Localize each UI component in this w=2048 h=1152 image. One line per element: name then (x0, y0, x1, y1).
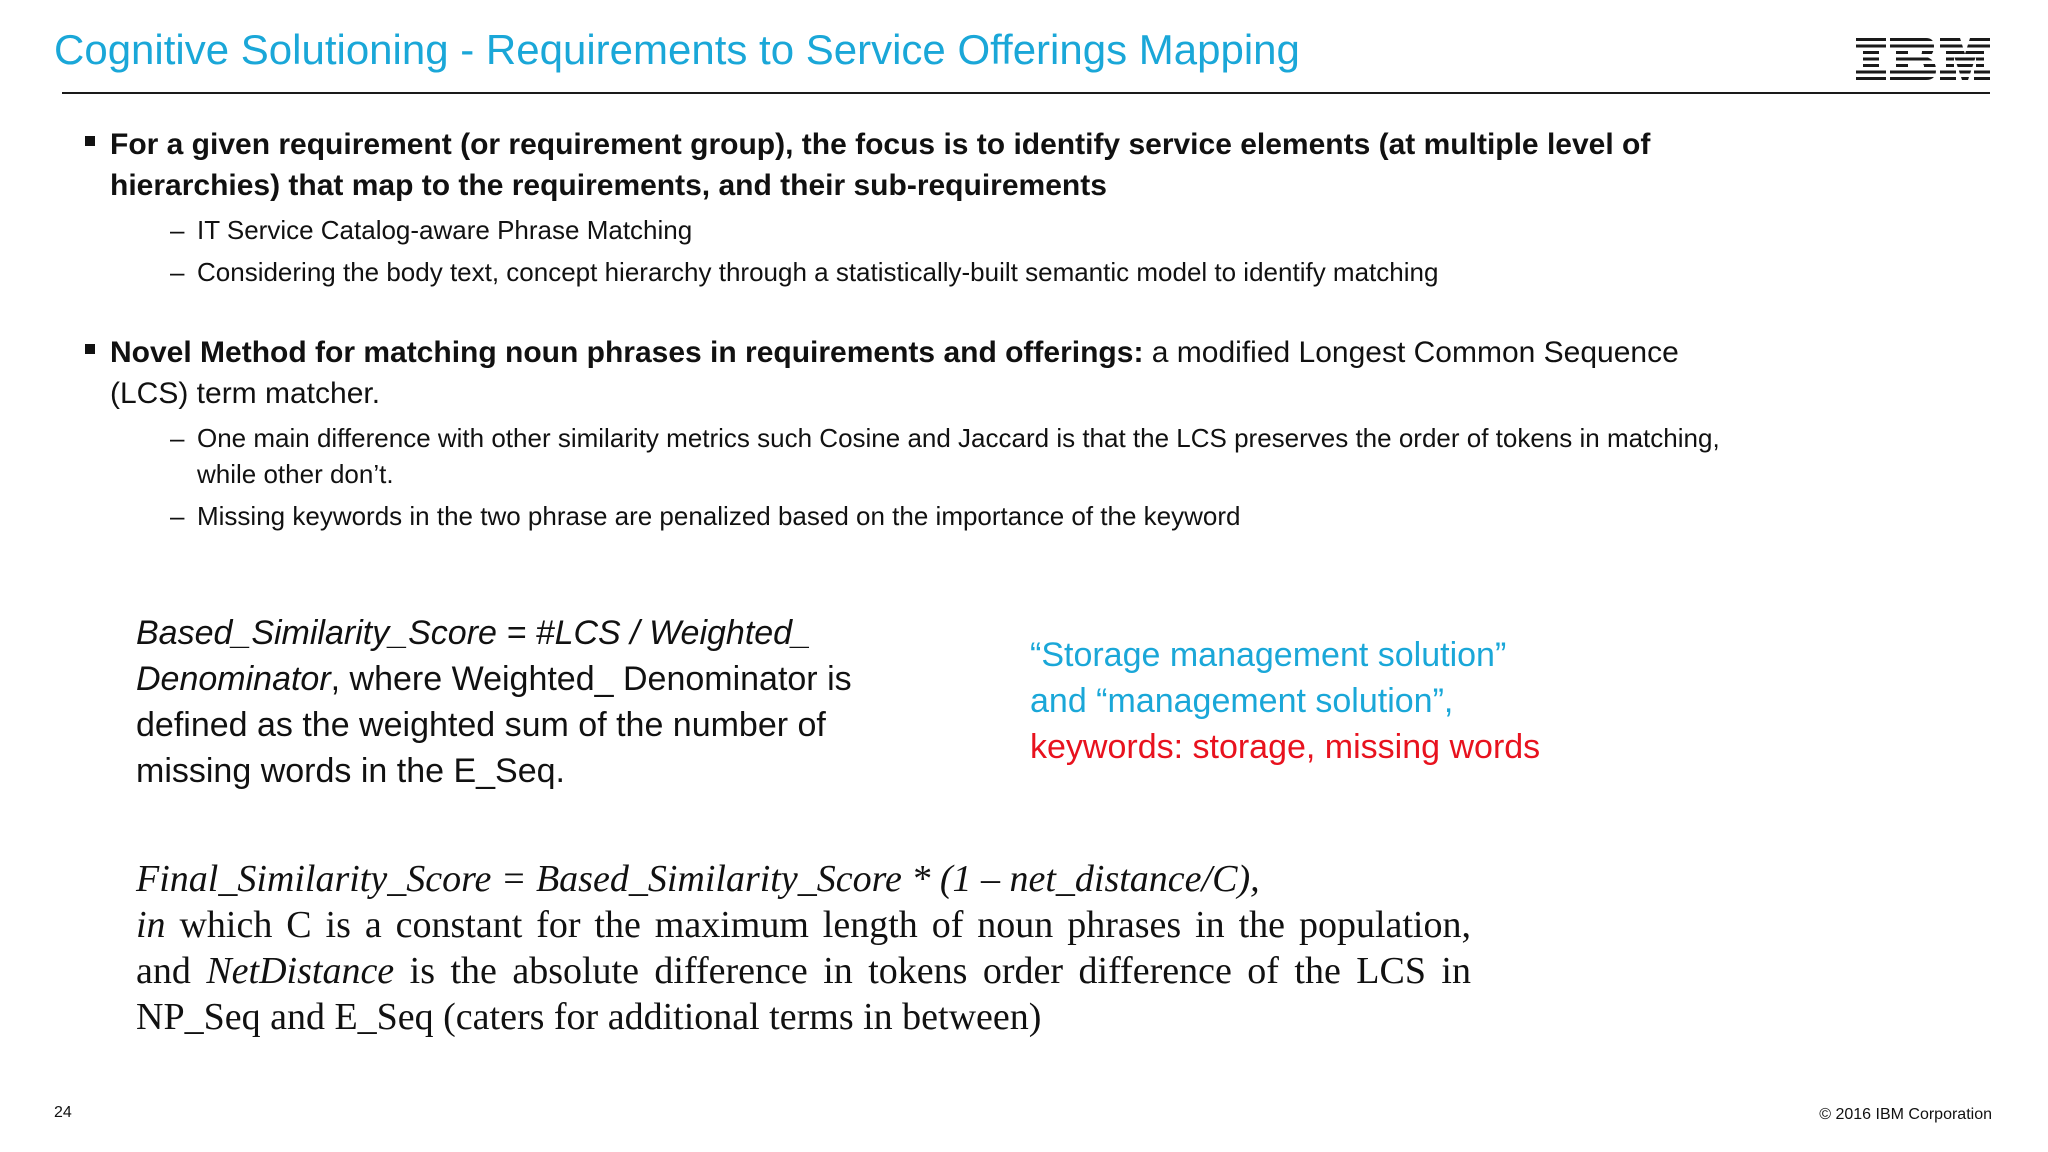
sub-bullet-item (110, 420, 1720, 492)
copyright-notice: © 2016 IBM Corporation (1819, 1106, 1992, 1123)
bullet-list (80, 124, 1720, 540)
bullet-bold-text: For a given requirement (or requirement group), the focus is to identify service elements (at multiple level of hierarchies) that map to the requirements, and their sub-requirements (110, 128, 1651, 202)
example-callout (1030, 632, 1550, 770)
ibm-logo (1856, 38, 1990, 82)
sub-bullet-text: IT Service Catalog-aware Phrase Matching (197, 215, 693, 245)
dash-icon: – (170, 501, 185, 531)
example-keywords: keywords: storage, missing words (1030, 728, 1541, 766)
sub-bullet-list (110, 212, 1720, 290)
formula-explanation: , where Weighted_ Denominator is defined as the weighted sum of the number of missing words in the E_Seq. (136, 660, 852, 790)
based-similarity-formula (136, 610, 916, 794)
dash-icon: – (170, 257, 185, 287)
bullet-bold-text: Novel Method for matching noun phrases in requirements and offerings: (110, 336, 1144, 369)
formula-line: in which C is a constant for the maximum length of noun phrases in the population, (136, 904, 1471, 946)
slide-title: Cognitive Solutioning - Requirements to Service Offerings Mapping (54, 26, 1300, 73)
sub-bullet-item (110, 254, 1720, 290)
sub-bullet-text: One main difference with other similarity metrics such Cosine and Jaccard is that the LCS preserves the order of tokens in matching, while other don’t. (197, 423, 1720, 489)
bullet-text: a modified Longest Common Sequence (LCS) term matcher. (110, 336, 1679, 410)
formula-expression: Based_Similarity_Score = #LCS / Weighted_ Denominator (136, 614, 812, 698)
square-bullet-icon (85, 344, 95, 354)
final-similarity-formula (136, 856, 1471, 1040)
formula-line: and NetDistance is the absolute difference in tokens order difference of the LCS in (136, 950, 1471, 992)
dash-icon: – (170, 423, 185, 453)
final-formula-expression: Final_Similarity_Score = Based_Similarity_Score * (1 – net_distance/C), (136, 858, 1260, 900)
formula-line: NP_Seq and E_Seq (caters for additional terms in between) (136, 996, 1042, 1038)
sub-bullet-text: Missing keywords in the two phrase are penalized based on the importance of the keyword (197, 501, 1241, 531)
square-bullet-icon (85, 136, 95, 146)
page-number: 24 (54, 1104, 72, 1121)
sub-bullet-text: Considering the body text, concept hierarchy through a statistically-built semantic model to identify matching (197, 257, 1439, 287)
title-divider (62, 92, 1990, 94)
bullet-novel-method (80, 332, 1720, 534)
example-phrases: “Storage management solution” and “management solution”, (1030, 636, 1507, 720)
sub-bullet-item (110, 212, 1720, 248)
sub-bullet-item (110, 498, 1720, 534)
sub-bullet-list (110, 420, 1720, 534)
dash-icon: – (170, 215, 185, 245)
bullet-requirement-focus (80, 124, 1720, 290)
